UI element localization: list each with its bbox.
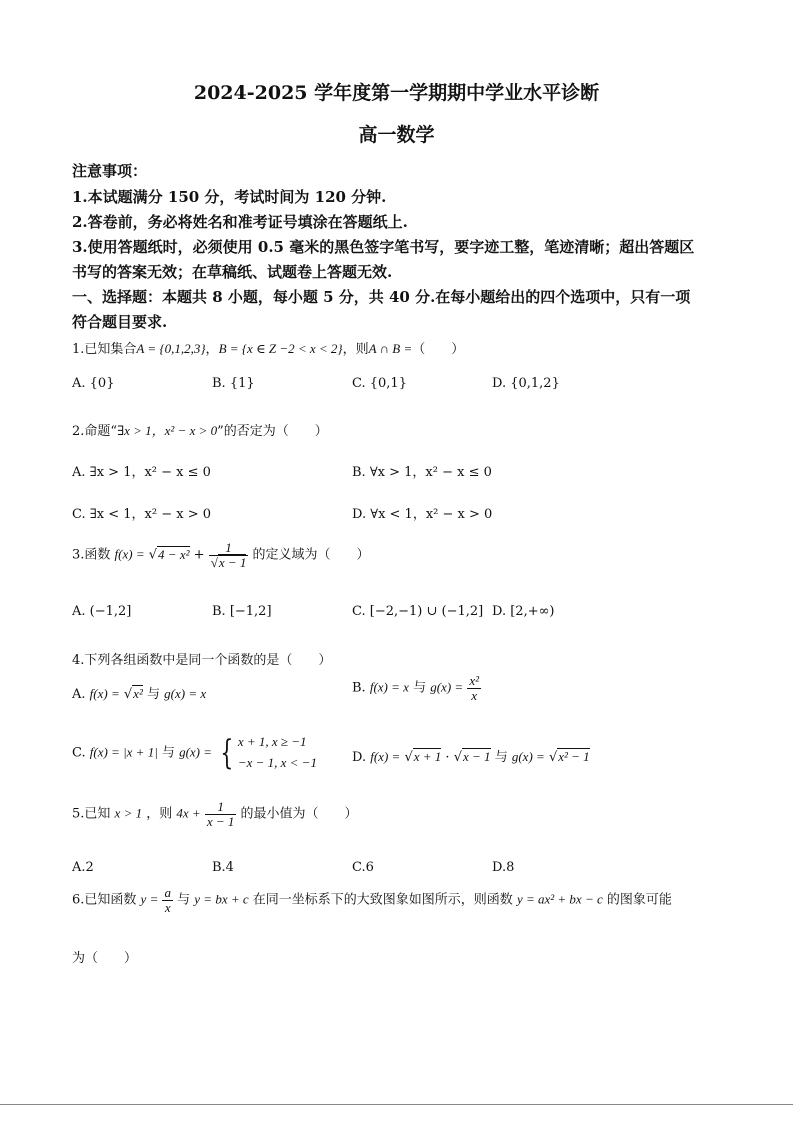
question-2-option-b[interactable]: B. ∀x > 1，x² − x ≤ 0 (352, 465, 492, 480)
set-b: B = {x ∈ Z −2 < x < 2} (218, 341, 343, 356)
question-6-stem: 6.已知函数 y = $\frac{a}{x}$ 与 y = bx + c 在同一坐标系下的大致图象如图所示，则函数 y = ax² + bx − c 的图象可能 (72, 885, 672, 915)
notice-item-2: 2.答卷前，务必将姓名和准考证号填涂在答题纸上. (72, 213, 408, 231)
question-2-option-d[interactable]: D. ∀x < 1，x² − x > 0 (352, 507, 493, 522)
question-1-option-b[interactable]: B. {1} (212, 376, 255, 391)
notice-item-3-line-2: 书写的答案无效；在草稿纸、试题卷上答题无效. (72, 263, 393, 281)
set-a: A = {0,1,2,3} (136, 341, 206, 356)
section-1-instructions-line-2: 符合题目要求. (72, 313, 168, 331)
question-1-option-a[interactable]: A. {0} (72, 376, 115, 391)
question-4-option-a[interactable]: A. f(x) = √x² 与 g(x) = x (72, 686, 207, 702)
question-3-option-d[interactable]: D. [2,+∞) (492, 604, 555, 619)
notice-heading: 注意事项： (72, 162, 148, 180)
question-5-option-a[interactable]: A.2 (72, 860, 94, 875)
question-5-stem: 5.已知 x > 1 ，则 4x + $\frac{1}{x - 1}$ 的最小值为（ ） (72, 799, 358, 829)
question-3-stem: 3.函数 f(x) = √4 − x² + $\frac{1}{√x - 1}$ 的定义域为（ ） (72, 540, 370, 570)
page-subtitle: 高一数学 (358, 124, 435, 146)
brace-symbol: { (220, 732, 234, 773)
fraction: $\frac{a}{x}$ (164, 885, 171, 915)
question-5-option-c[interactable]: C.6 (352, 860, 374, 875)
fraction: $\frac{1}{x - 1}$ (206, 799, 235, 829)
question-1-option-d[interactable]: D. {0,1,2} (492, 376, 560, 391)
question-2-option-c[interactable]: C. ∃x < 1，x² − x > 0 (72, 507, 212, 522)
question-1-stem: 1.已知集合A = {0,1,2,3}，B = {x ∈ Z −2 < x < 2}，则A ∩ B =（ ） (72, 341, 465, 357)
section-1-instructions-line-1: 一、选择题：本题共 8 小题，每小题 5 分，共 40 分.在每小题给出的四个选项中，只有一项 (72, 288, 691, 306)
piecewise-cases: x + 1, x ≥ −1 −x − 1, x < −1 (237, 734, 317, 770)
sqrt-expression: 4 − x² (158, 546, 190, 562)
notice-item-3-line-1: 3.使用答题纸时，必须使用 0.5 毫米的黑色签字笔书写，要字迹工整，笔迹清晰；超出答题区 (72, 238, 695, 256)
page-title: 2024-2025 学年度第一学期期中学业水平诊断 (193, 82, 600, 104)
question-3-option-c[interactable]: C. [−2,−1) ∪ (−1,2] (352, 604, 484, 619)
question-2-option-a[interactable]: A. ∃x > 1，x² − x ≤ 0 (72, 465, 211, 480)
fraction: $\frac{1}{√x - 1}$ (210, 540, 247, 570)
question-4-option-b[interactable]: B. f(x) = x 与 g(x) = $\frac{\text{x²}}{x}$ (352, 673, 479, 703)
fraction: $\frac{\text{x²}}{x}$ (469, 673, 479, 703)
question-1-option-c[interactable]: C. {0,1} (352, 376, 407, 391)
question-3-option-a[interactable]: A. (−1,2] (72, 604, 132, 619)
page-bottom-rule (0, 1104, 793, 1105)
question-5-option-d[interactable]: D.8 (492, 860, 515, 875)
question-4-option-c[interactable]: C. f(x) = |x + 1| 与 g(x) = { x + 1, x ≥ −1 −x − 1, x < −1 (72, 732, 317, 773)
question-2-stem: 2.命题“∃x > 1，x² − x > 0”的否定为（ ） (72, 423, 328, 439)
question-6-stem-line-2: 为（ ） (72, 951, 138, 966)
question-4-stem: 4.下列各组函数中是同一个函数的是（ ） (72, 653, 332, 668)
question-4-option-d[interactable]: D. f(x) = √x + 1 · √x − 1 与 g(x) = √x² − 1 (352, 749, 590, 765)
question-5-option-b[interactable]: B.4 (212, 860, 234, 875)
question-3-option-b[interactable]: B. [−1,2] (212, 604, 272, 619)
notice-item-1: 1.本试题满分 150 分，考试时间为 120 分钟. (72, 188, 387, 206)
